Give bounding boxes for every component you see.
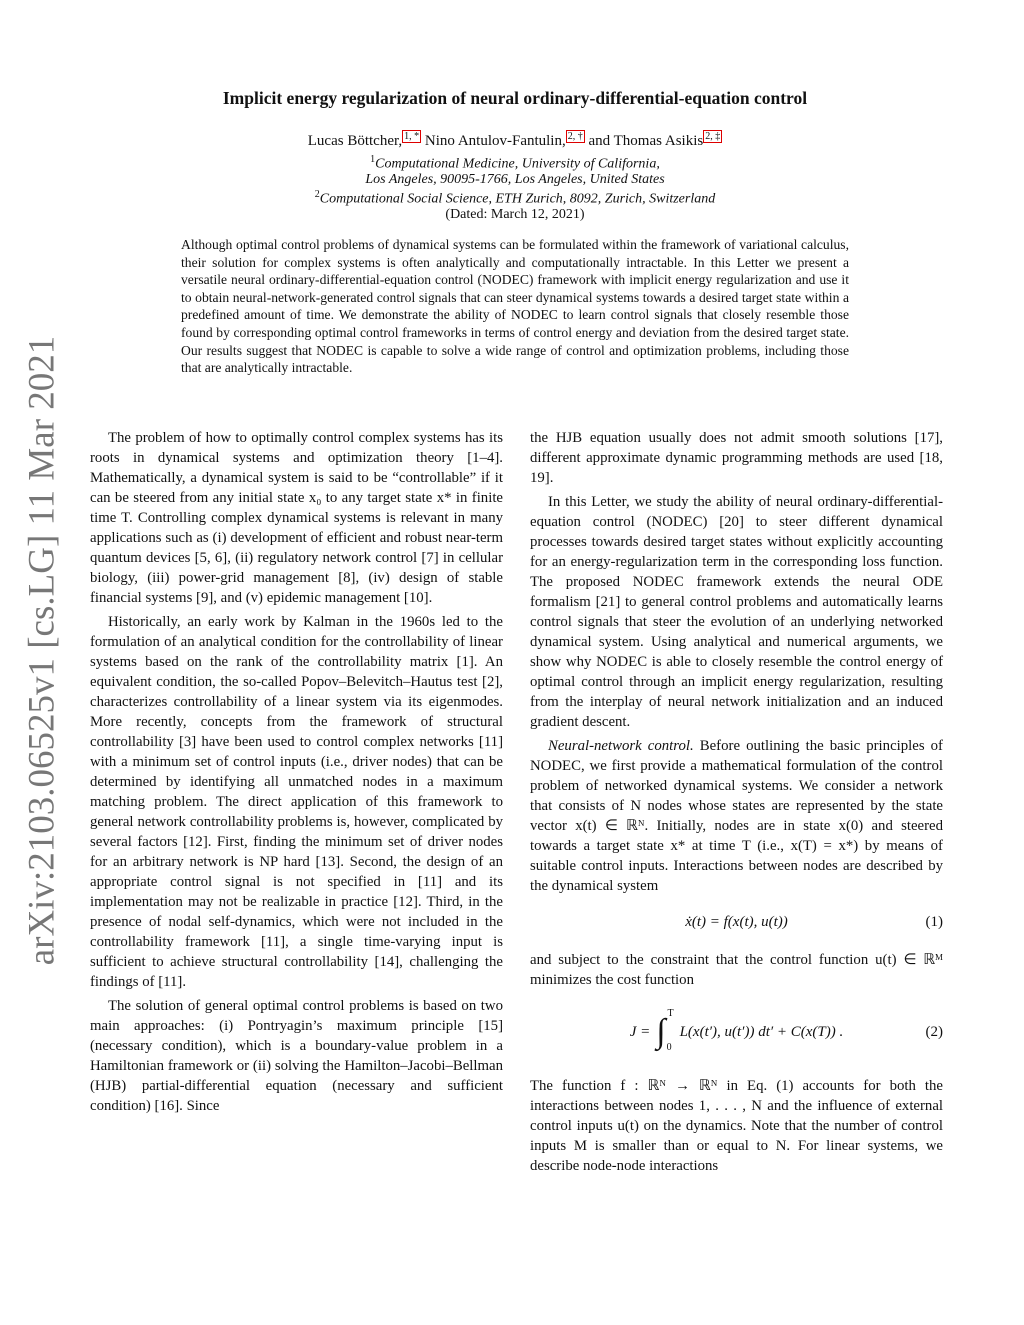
integral-sign: ∫ T 0: [656, 1008, 674, 1053]
author-name: Nino Antulov-Fantulin,: [424, 133, 566, 149]
affiliation: $^2$Computational Social Science, ETH Zurich, 8092, Zurich, Switzerland: [314, 189, 716, 207]
paper-title: Implicit energy regularization of neural ordinary-differential-equation control: [222, 88, 808, 108]
paragraph: the HJB equation usually does not admit smooth solutions [17], different approximate dynamic programming methods are used [18, 19].: [530, 430, 943, 486]
author-name: Lucas Böttcher,: [307, 133, 403, 149]
paragraph: and subject to the constraint that the control function u(t) ∈ ℝᴹ minimizes the cost function: [530, 952, 943, 988]
equation-number: (1): [925, 914, 943, 930]
equation-number: (2): [925, 1024, 943, 1040]
author-name: Thomas Asikis: [613, 133, 704, 149]
footnote-link[interactable]: 2, ‡: [705, 131, 721, 142]
equation-1: ẋ(t) = f(x(t), u(t)) (1): [685, 914, 943, 930]
footnote-link[interactable]: 2, †: [567, 131, 583, 142]
author-connector: and: [588, 133, 611, 149]
right-column: [530, 428, 943, 1180]
affiliation: $^1$Computational Medicine, University of California,: [370, 154, 660, 172]
equation-2: J = ∫ T 0 L(x(t′), u(t′)) dt′ + C(x(T)) . (2): [629, 1008, 943, 1053]
left-column: [90, 428, 503, 1120]
paragraph: In this Letter, we study the ability of neural ordinary-differential-equation control (NODEC) [20] to steer different dynamical processes towards desired target states without explicitly accounting for an energy-regularization term in the corresponding loss function. The proposed NODEC framework extends the neural ODE formalism [21] to general control problems and automatically learns control signals that steer the evolution of an underlying networked dynamical system. Using analytical and numerical arguments, we show why NODEC is able to closely resemble the control energy of optimal control through an implicit energy regularization, resulting from the interplay of neural network initialization and an induced gradient descent.: [530, 494, 943, 730]
author-list: [90, 131, 940, 150]
affiliation: Los Angeles, 90095-1766, Los Angeles, United States: [365, 172, 665, 187]
abstract: Although optimal control problems of dynamical systems can be formulated within the framework of variational calculus, their solution for complex systems is often analytically and computationally intractable. In this Letter we present a versatile neural ordinary-differential-equation control (NODEC) framework with implicit energy regularization and use it to obtain neural-network-generated control signals that can steer dynamical systems towards a desired target state within a predefined amount of time. We demonstrate the ability of NODEC to learn control signals that closely resemble those found by corresponding optimal control frameworks in terms of control energy and deviation from the desired target state. Our results suggest that NODEC is capable to solve a wide range of control and optimization problems, including those that are analytically intractable.: [181, 237, 849, 376]
arxiv-stamp: arXiv:2103.06525v1 [cs.LG] 11 Mar 2021: [21, 335, 63, 965]
paragraph: The solution of general optimal control problems is based on two main approaches: (i) Pontryagin’s maximum principle [15] (necessary condition), which is a boundary-value problem in a Hamiltonian framework or (ii) solving the Hamilton–Jacobi–Bellman (HJB) partial-differential equation (necessary and sufficient condition) [16]. Since: [90, 998, 503, 1114]
paragraph: Historically, an early work by Kalman in the 1960s led to the formulation of an analytical condition for the controllability of linear systems based on the rank of the controllability matrix [1]. An equivalent condition, the so-called Popov–Belevitch–Hautus test [2], characterizes controllability of a linear system via its eigenmodes. More recently, concepts from the framework of structural controllability [3] have been used to control complex networks [11] with a minimum set of control inputs (i.e., driver nodes) that can be determined by identifying all unmatched nodes in a maximum matching problem. The direct application of this framework to general network controllability problems is, however, complicated by several factors [12]. First, finding the minimum set of driver nodes for an arbitrary network is NP hard [13]. Second, the design of an appropriate control signal is not specified in [11] and its implementation may not be realizable in practice [12]. Third, in the presence of nodal self-dynamics, which were not included in the controllability framework [11], a single time-varying input is sufficient to achieve structural controllability [14], challenging the findings of [11].: [90, 614, 503, 990]
paragraph: Neural-network control. Before outlining the basic principles of NODEC, we first provide a mathematical formulation of the control problem of networked dynamical systems. We consider a network that consists of N nodes whose states are represented by the state vector x(t) ∈ ℝᴺ. Initially, nodes are in state x(0) and steered towards a target state x* at time T (i.e., x(T) = x*) by means of suitable control inputs. Interactions between nodes are described by the dynamical system: [530, 738, 943, 894]
footnote-link[interactable]: 1, *: [404, 131, 420, 142]
section-heading: Neural-network control.: [548, 738, 694, 754]
date-line: (Dated: March 12, 2021): [445, 207, 585, 222]
paragraph: The problem of how to optimally control complex systems has its roots in dynamical systems and optimization theory [1–4]. Mathematically, a dynamical system is said to be “controllable” if it can be steered from any initial state x₀ to any target state x* in finite time T. Controlling complex dynamical systems is relevant in many applications such as (i) development of efficient and robust near-term quantum devices [5, 6], (ii) regulatory network control [7] in cellular biology, (iii) power-grid management [8], (iv) design of stable financial systems [9], and (v) epidemic management [10].: [90, 430, 503, 606]
paragraph: The function f : ℝᴺ → ℝᴺ in Eq. (1) accounts for both the interactions between nodes 1, . . . , N and the influence of external control inputs u(t) on the dynamics. Note that the number of control inputs M is smaller than or equal to N. For linear systems, we describe node-node interactions: [530, 1078, 943, 1174]
